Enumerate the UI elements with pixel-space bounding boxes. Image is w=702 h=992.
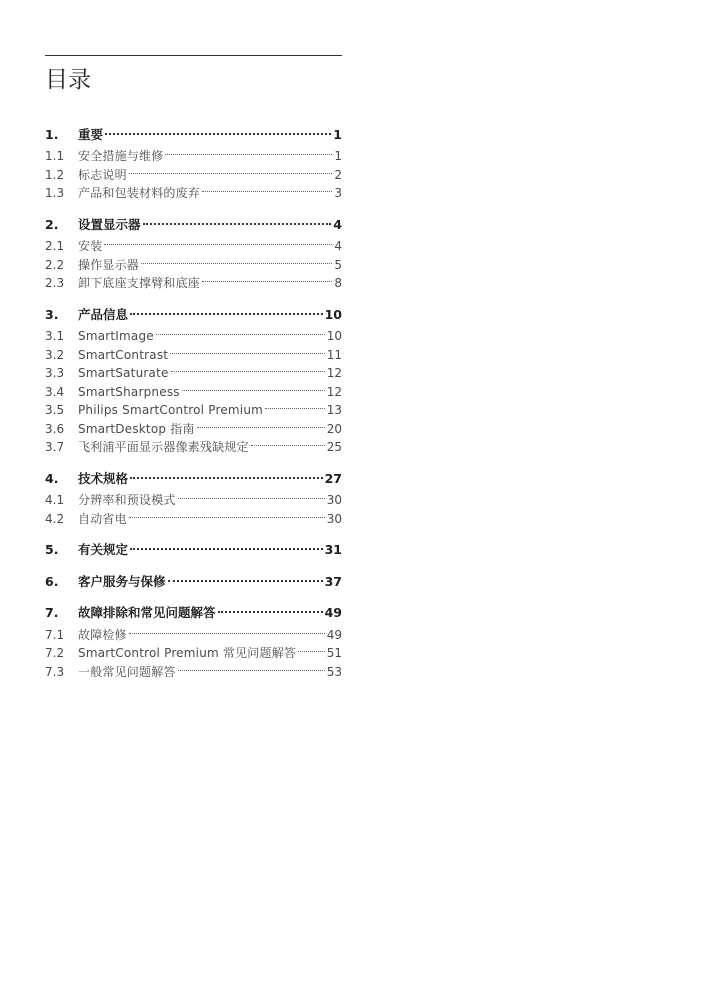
toc-subsection-entry[interactable] bbox=[45, 620, 342, 642]
toc-entry-label: SmartSaturate bbox=[78, 366, 169, 380]
toc-chapter-entry[interactable] bbox=[45, 536, 342, 555]
toc-chapter-entry[interactable] bbox=[45, 210, 342, 232]
toc-entry-label: 安装 bbox=[78, 239, 103, 253]
toc-entry-label: 飞利浦平面显示器像素残缺规定 bbox=[78, 440, 249, 454]
toc-entry-number: 7.2 bbox=[45, 646, 65, 660]
toc-entry-page: 1 bbox=[334, 149, 342, 163]
toc-entry-number: 5. bbox=[45, 542, 59, 557]
toc-entry-label: 客户服务与保修 bbox=[78, 573, 166, 589]
dot-leader bbox=[130, 536, 323, 555]
toc-entry-number: 2.1 bbox=[45, 239, 65, 253]
toc-entry-label: SmartImage bbox=[78, 329, 154, 343]
toc-entry-label: SmartSharpness bbox=[78, 384, 180, 399]
toc-entry-page: 13 bbox=[326, 403, 342, 417]
toc-entry-page: 25 bbox=[326, 440, 342, 454]
toc-entry-number: 4.2 bbox=[45, 511, 65, 526]
dot-leader bbox=[170, 340, 325, 359]
dot-leader bbox=[104, 232, 332, 251]
dot-leader bbox=[218, 599, 323, 618]
toc-entry-number: 3.4 bbox=[45, 384, 65, 399]
toc-chapter-entry[interactable] bbox=[45, 464, 342, 486]
toc-entry-number: 2. bbox=[45, 216, 59, 232]
toc-entry-label: 分辨率和预设模式 bbox=[78, 493, 176, 507]
dot-leader bbox=[202, 179, 332, 198]
toc-entry-page: 37 bbox=[324, 573, 342, 589]
toc-entry-number: 3.6 bbox=[45, 421, 65, 436]
toc-entry-number: 7. bbox=[45, 605, 59, 620]
toc-entry-label: 故障排除和常见问题解答 bbox=[78, 605, 216, 620]
page-title: 目录 bbox=[45, 67, 91, 93]
toc-page bbox=[45, 55, 342, 689]
toc-entry-number: 6. bbox=[45, 573, 59, 589]
dot-leader bbox=[202, 269, 332, 288]
toc-entry-page: 11 bbox=[326, 347, 342, 362]
toc-entry-page: 49 bbox=[326, 627, 342, 642]
dot-leader bbox=[178, 657, 325, 676]
toc-entry-label: 故障检修 bbox=[78, 627, 127, 642]
toc-entry-page: 20 bbox=[326, 421, 342, 436]
toc-entry-label: 设置显示器 bbox=[78, 216, 141, 232]
toc-entry-page: 10 bbox=[324, 306, 342, 322]
toc-entry-label: Philips SmartControl Premium bbox=[78, 403, 264, 417]
toc-entry-number: 1.3 bbox=[45, 186, 65, 200]
toc-entry-page: 31 bbox=[324, 542, 342, 557]
dot-leader bbox=[105, 120, 331, 139]
toc-entry-label: 有关规定 bbox=[78, 542, 129, 557]
toc-entry-label: 一般常见问题解答 bbox=[78, 664, 176, 679]
toc-entry-number: 2.3 bbox=[45, 276, 65, 290]
toc-chapter-entry[interactable] bbox=[45, 300, 342, 322]
toc-entry-label: 卸下底座支撑臂和底座 bbox=[78, 276, 201, 290]
toc-section bbox=[45, 120, 342, 200]
toc-entry-number: 4. bbox=[45, 470, 59, 486]
dot-leader bbox=[129, 620, 325, 639]
toc-section bbox=[45, 567, 342, 589]
toc-entry-page: 49 bbox=[324, 605, 342, 620]
dot-leader bbox=[129, 504, 325, 523]
toc-entry-page: 3 bbox=[334, 186, 342, 200]
toc-entry-label: 产品和包装材料的废弃 bbox=[78, 186, 201, 200]
toc-subsection-entry[interactable] bbox=[45, 142, 342, 161]
dot-leader bbox=[298, 639, 325, 658]
toc-section bbox=[45, 536, 342, 555]
toc-chapter-entry[interactable] bbox=[45, 567, 342, 589]
toc-entry-page: 27 bbox=[324, 470, 342, 486]
toc-entry-label: 技术规格 bbox=[78, 470, 129, 486]
dot-leader bbox=[178, 486, 325, 505]
toc-entry-number: 3.7 bbox=[45, 440, 65, 454]
toc-entry-number: 4.1 bbox=[45, 493, 65, 507]
toc-entry-label: 产品信息 bbox=[78, 306, 129, 322]
toc-chapter-entry[interactable] bbox=[45, 120, 342, 142]
toc-entry-number: 3. bbox=[45, 306, 59, 322]
toc-entry-page: 5 bbox=[334, 257, 342, 272]
toc-entry-page: 12 bbox=[326, 366, 342, 380]
toc-subsection-entry[interactable] bbox=[45, 322, 342, 341]
toc-entry-number: 3.3 bbox=[45, 366, 65, 380]
toc-entry-number: 2.2 bbox=[45, 257, 65, 272]
dot-leader bbox=[156, 322, 325, 341]
dot-leader bbox=[129, 160, 333, 179]
toc-entry-label: 操作显示器 bbox=[78, 257, 140, 272]
toc-entry-label: 自动省电 bbox=[78, 511, 127, 526]
toc-entry-page: 4 bbox=[334, 239, 342, 253]
dot-leader bbox=[143, 210, 332, 229]
toc-section bbox=[45, 210, 342, 290]
toc-entry-page: 51 bbox=[326, 646, 342, 660]
toc-entry-number: 3.1 bbox=[45, 329, 65, 343]
toc-subsection-entry[interactable] bbox=[45, 232, 342, 251]
dot-leader bbox=[130, 464, 323, 483]
toc-entry-page: 1 bbox=[333, 126, 342, 142]
toc-entry-number: 7.3 bbox=[45, 664, 65, 679]
toc-entry-page: 8 bbox=[334, 276, 342, 290]
toc-section bbox=[45, 599, 342, 679]
table-of-contents bbox=[45, 120, 342, 679]
dot-leader bbox=[168, 567, 323, 586]
toc-entry-number: 1. bbox=[45, 126, 59, 142]
toc-chapter-entry[interactable] bbox=[45, 599, 342, 618]
toc-entry-number: 1.2 bbox=[45, 167, 65, 182]
toc-entry-label: 安全措施与维修 bbox=[78, 149, 164, 163]
toc-entry-label: SmartDesktop 指南 bbox=[78, 421, 195, 436]
dot-leader bbox=[197, 414, 325, 433]
dot-leader bbox=[165, 142, 332, 161]
toc-entry-page: 53 bbox=[326, 664, 342, 679]
toc-entry-number: 1.1 bbox=[45, 149, 65, 163]
toc-entry-page: 30 bbox=[326, 493, 342, 507]
top-rule bbox=[45, 55, 342, 56]
toc-entry-number: 3.5 bbox=[45, 403, 65, 417]
toc-entry-page: 2 bbox=[334, 167, 342, 182]
toc-entry-page: 30 bbox=[326, 511, 342, 526]
toc-section bbox=[45, 464, 342, 526]
dot-leader bbox=[141, 250, 332, 269]
toc-entry-page: 10 bbox=[326, 329, 342, 343]
toc-entry-label: 重要 bbox=[78, 126, 104, 142]
toc-entry-page: 4 bbox=[333, 216, 342, 232]
toc-entry-number: 3.2 bbox=[45, 347, 65, 362]
toc-entry-label: SmartControl Premium 常见问题解答 bbox=[78, 646, 297, 660]
toc-entry-label: 标志说明 bbox=[78, 167, 127, 182]
toc-entry-label: SmartContrast bbox=[78, 347, 169, 362]
dot-leader bbox=[265, 396, 325, 415]
dot-leader bbox=[251, 433, 325, 452]
toc-subsection-entry[interactable] bbox=[45, 486, 342, 505]
dot-leader bbox=[130, 300, 323, 319]
dot-leader bbox=[182, 377, 325, 396]
toc-entry-number: 7.1 bbox=[45, 627, 65, 642]
toc-entry-page: 12 bbox=[326, 384, 342, 399]
toc-section bbox=[45, 300, 342, 454]
dot-leader bbox=[171, 359, 325, 378]
